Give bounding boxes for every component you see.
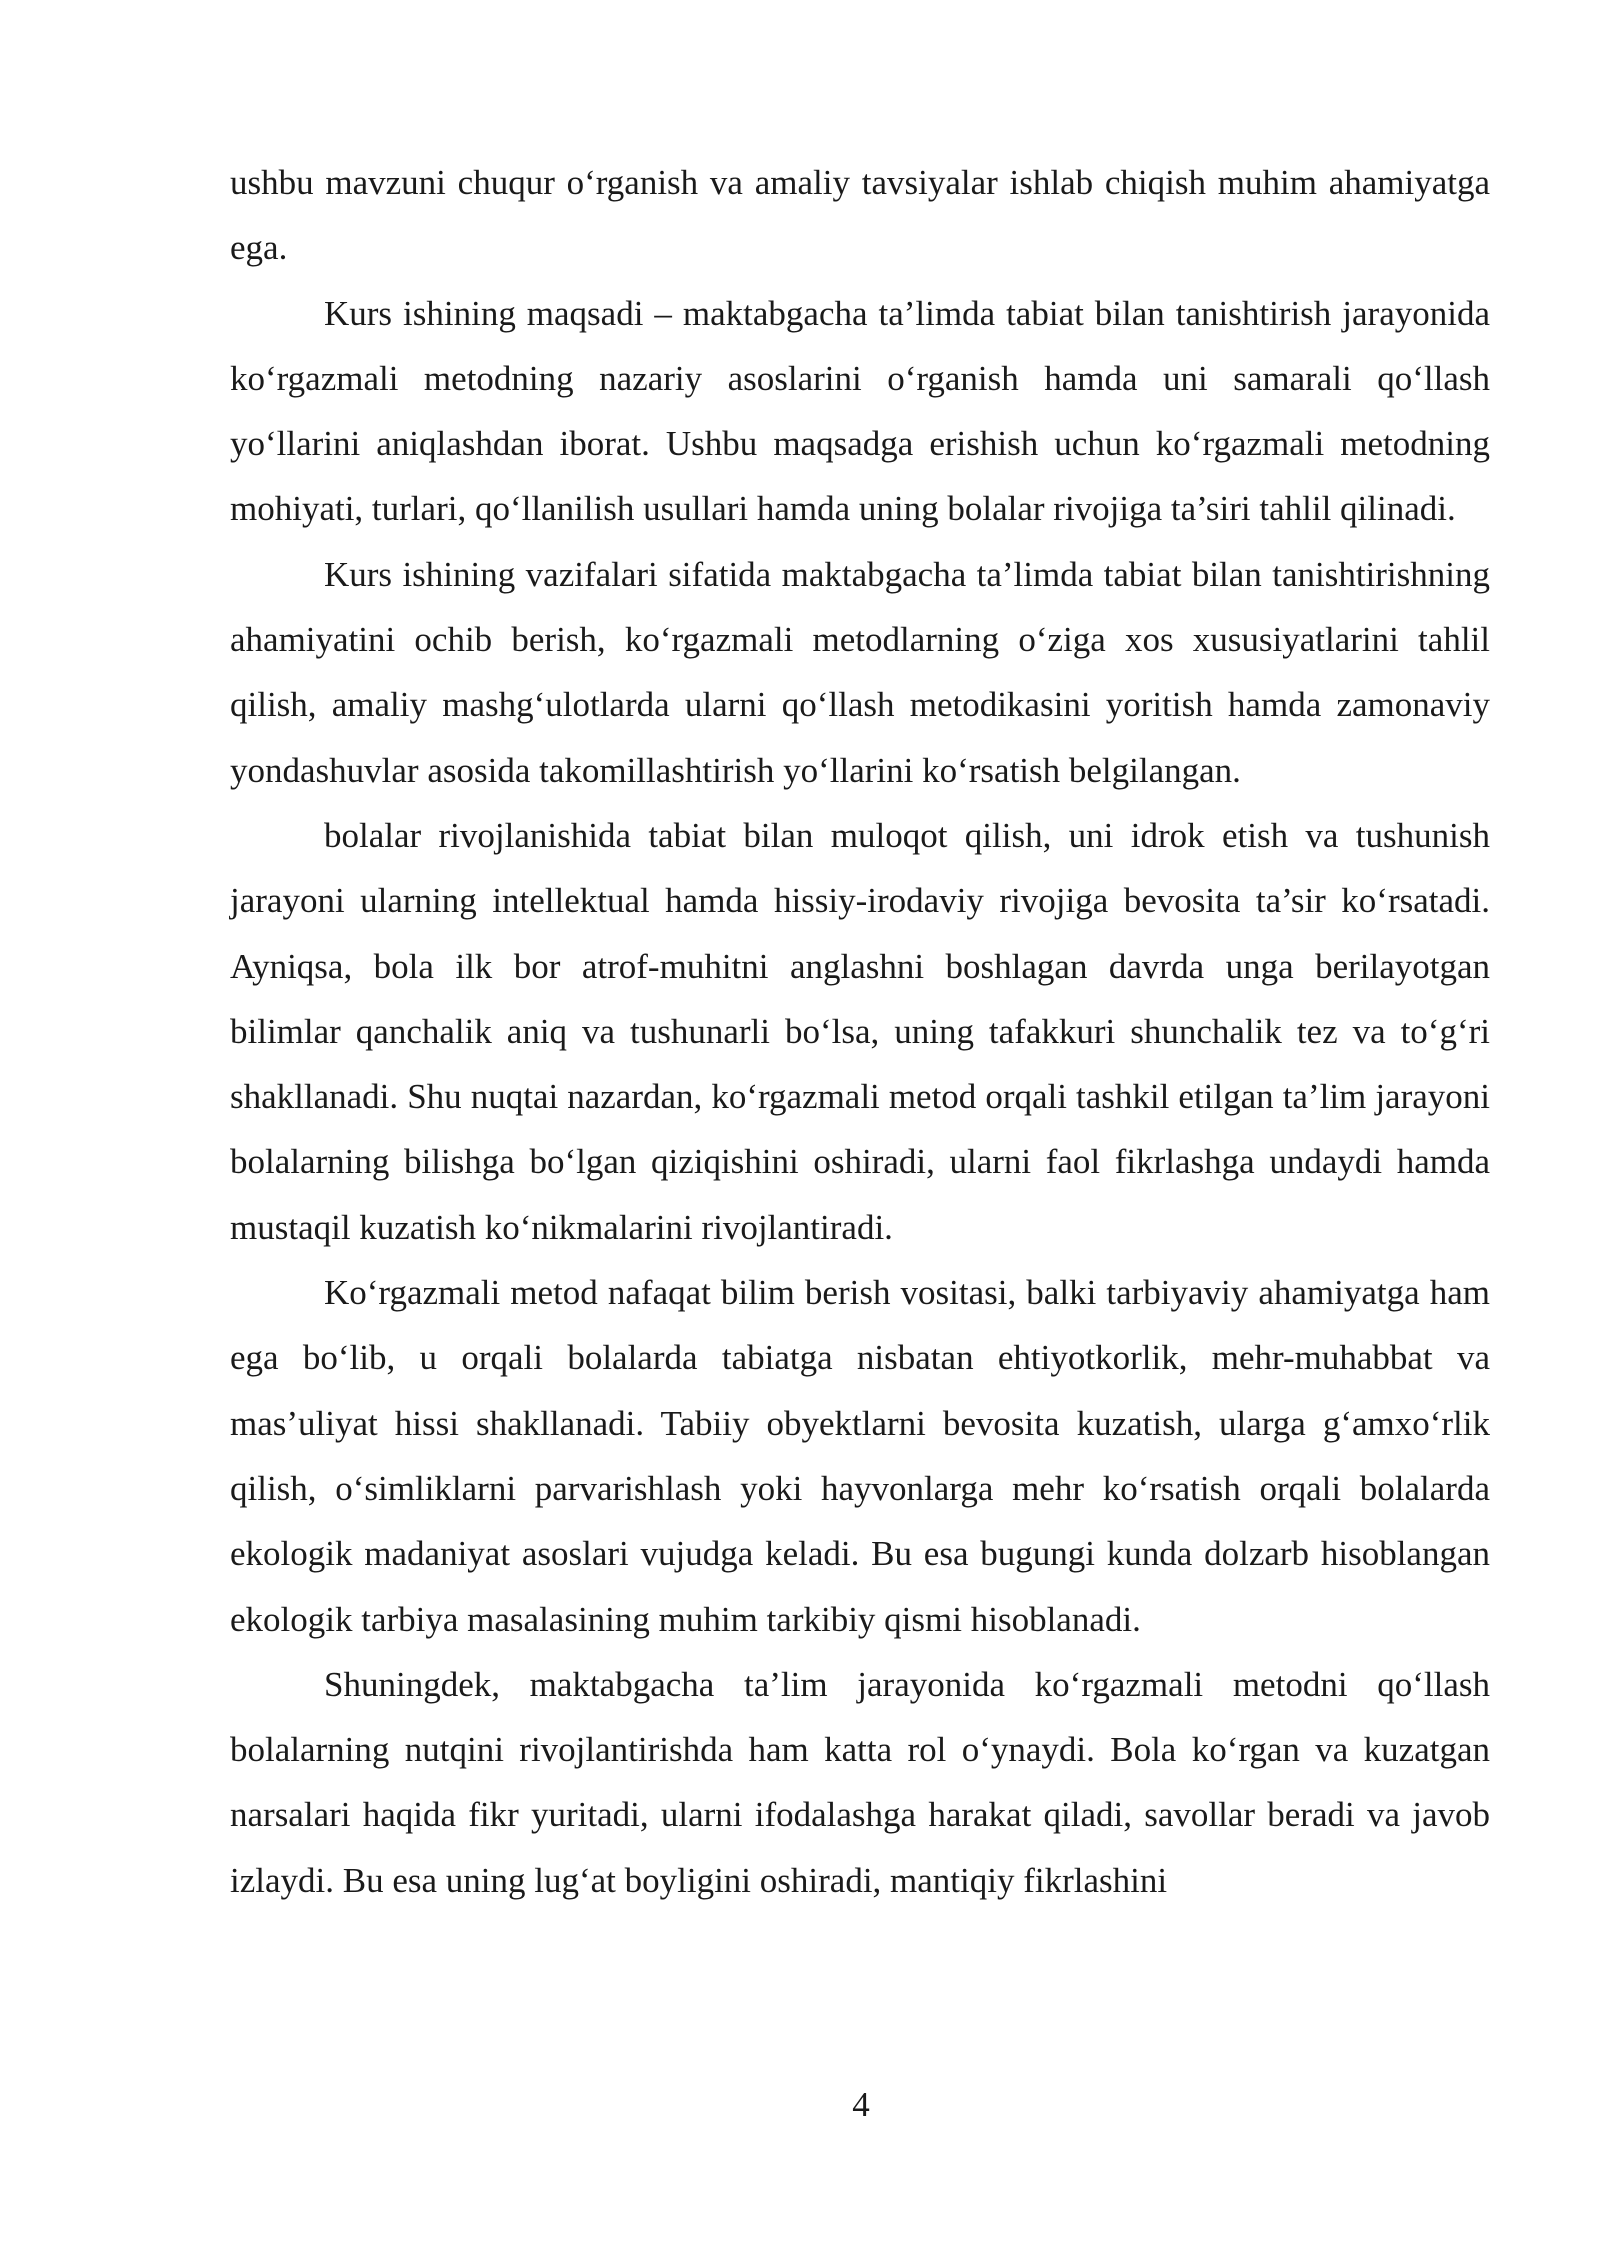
paragraph-upbringing: Ko‘rgazmali metod nafaqat bilim berish vositasi, balki tarbiyaviy ahamiyatga ham ega bo‘lib, u orqali bolalarda tabiatga nisbatan ehtiyotkorlik, mehr-muhabbat va mas’uliyat hissi shakllanadi. Tabiiy obyektlarni bevosita kuzatish, ularga g‘amxo‘rlik qilish, o‘simliklarni parvarishlash yoki hayvonlarga mehr ko‘rsatish orqali bolalarda ekologik madaniyat asoslari vujudga keladi. Bu esa bugungi kunda dolzarb hisoblangan ekologik tarbiya masalasining muhim tarkibiy qismi hisoblanadi. [230, 1273, 1490, 1639]
body-text [230, 150, 1490, 1913]
paragraph-development: bolalar rivojlanishida tabiat bilan muloqot qilish, uni idrok etish va tushunish jarayoni ularning intellektual hamda hissiy-irodaviy rivojiga bevosita ta’sir ko‘rsatadi. Ayniqsa, bola ilk bor atrof-muhitni anglashni boshlagan davrda unga berilayotgan bilimlar qanchalik aniq va tushunarli bo‘lsa, uning tafakkuri shunchalik tez va to‘g‘ri shakllanadi. Shu nuqtai nazardan, ko‘rgazmali metod orqali tashkil etilgan ta’lim jarayoni bolalarning bilishga bo‘lgan qiziqishini oshiradi, ularni faol fikrlashga undaydi hamda mustaqil kuzatish ko‘nikmalarini rivojlantiradi. [230, 815, 1490, 1247]
paragraph-continuation: ushbu mavzuni chuqur o‘rganish va amaliy tavsiyalar ishlab chiqish muhim ahamiyatga ega. [230, 163, 1490, 268]
paragraph-speech: Shuningdek, maktabgacha ta’lim jarayonida ko‘rgazmali metodni qo‘llash bolalarning nutqini rivojlantirishda ham katta rol o‘ynaydi. Bola ko‘rgan va kuzatgan narsalari haqida fikr yuritadi, ularni ifodalashga harakat qiladi, savollar beradi va javob izlaydi. Bu esa uning lug‘at boyligini oshiradi, mantiqiy fikrlashini [230, 1664, 1490, 1900]
paragraph-aim: Kurs ishining maqsadi – maktabgacha ta’limda tabiat bilan tanishtirish jarayonida ko‘rgazmali metodning nazariy asoslarini o‘rganish hamda uni samarali qo‘llash yo‘llarini aniqlashdan iborat. Ushbu maqsadga erishish uchun ko‘rgazmali metodning mohiyati, turlari, qo‘llanilish usullari hamda uning bolalar rivojiga ta’siri tahlil qilinadi. [230, 293, 1490, 529]
page-number: 4 [852, 2085, 870, 2124]
paragraph-tasks: Kurs ishining vazifalari sifatida maktabgacha ta’limda tabiat bilan tanishtirishning ahamiyatini ochib berish, ko‘rgazmali metodlarning o‘ziga xos xususiyatlarini tahlil qilish, amaliy mashg‘ulotlarda ularni qo‘llash metodikasini yoritish hamda zamonaviy yondashuvlar asosida takomillashtirish yo‘llarini ko‘rsatish belgilangan. [230, 554, 1490, 790]
